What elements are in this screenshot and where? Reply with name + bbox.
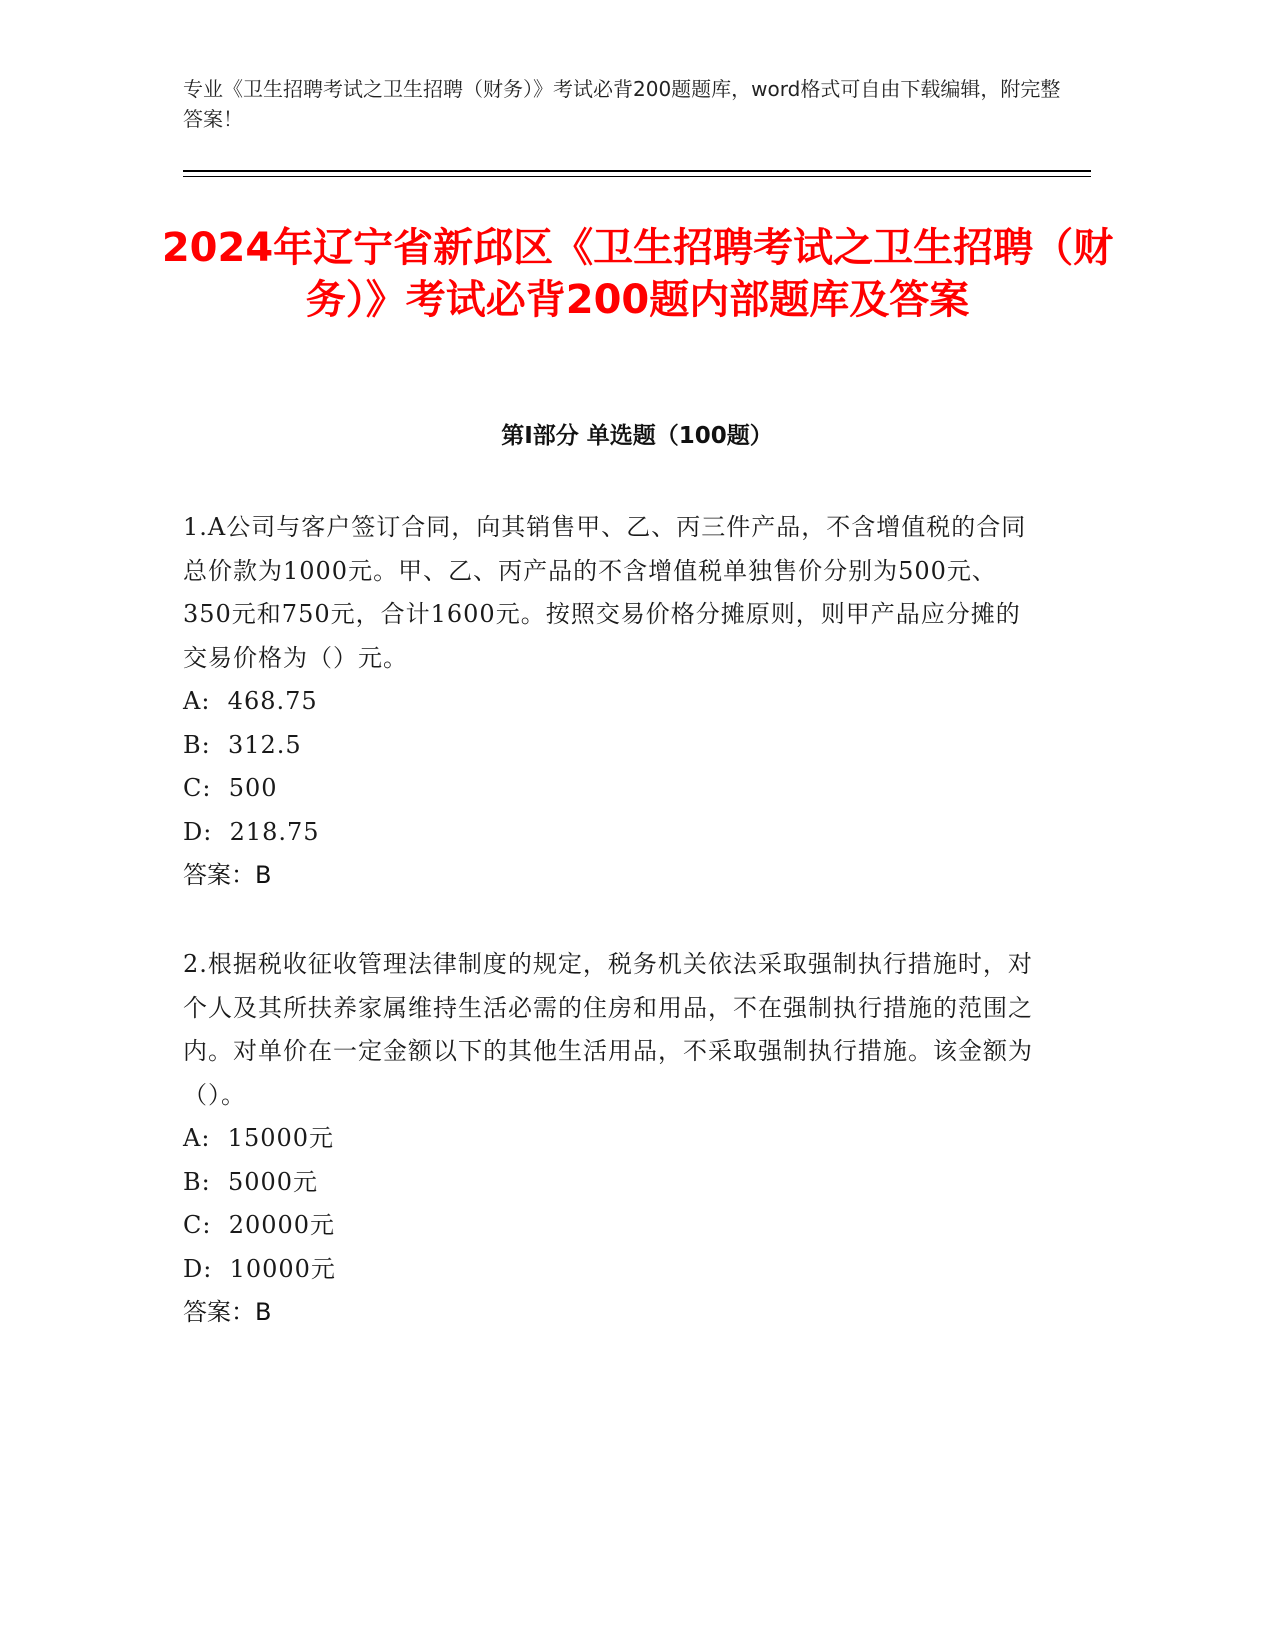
question-2	[183, 943, 1043, 1335]
header-rule-thick	[183, 170, 1091, 172]
question-2-option-b: B: 5000元	[183, 1167, 319, 1196]
section-title: 第Ⅰ部分 单选题（100题）	[501, 423, 773, 449]
header-rule-thin	[183, 176, 1091, 177]
question-2-option-d: D: 10000元	[183, 1254, 336, 1283]
question-1-option-b: B: 312.5	[183, 730, 302, 759]
question-2-answer: 答案：B	[183, 1298, 272, 1326]
header-note: 专业《卫生招聘考试之卫生招聘（财务）》考试必背200题题库，word格式可自由下载编辑，附完整答案！	[183, 77, 1061, 131]
question-1-answer: 答案：B	[183, 861, 272, 889]
question-1-option-c: C: 500	[183, 774, 278, 802]
question-1-option-d: D: 218.75	[183, 817, 320, 846]
question-1-stem: 1.A公司与客户签订合同，向其销售甲、乙、丙三件产品，不含增值税的合同总价款为1000元。甲、乙、丙产品的不含增值税单独售价分别为500元、350元和750元，合计1600元。按照交易价格分摊原则，则甲产品应分摊的交易价格为（）元。	[183, 513, 1027, 672]
question-2-option-c: C: 20000元	[183, 1211, 336, 1239]
document-title: 2024年辽宁省新邱区《卫生招聘考试之卫生招聘（财务）》考试必背200题内部题库及答案	[161, 225, 1114, 323]
question-2-stem: 2.根据税收征收管理法律制度的规定，税务机关依法采取强制执行措施时，对个人及其所扶养家属维持生活必需的住房和用品，不在强制执行措施的范围之内。对单价在一定金额以下的其他生活用品，不采取强制执行措施。该金额为（）。	[183, 950, 1033, 1109]
question-1	[183, 506, 1043, 898]
question-1-option-a: A: 468.75	[183, 687, 318, 715]
question-2-option-a: A: 15000元	[183, 1124, 335, 1152]
